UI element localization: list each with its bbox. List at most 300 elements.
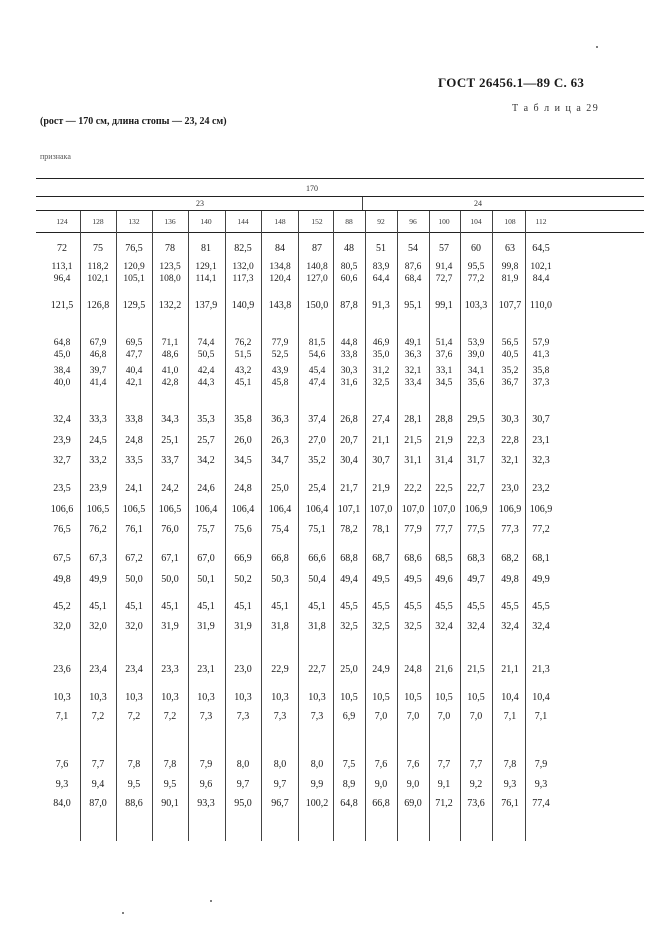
table-cell: 50,0 [125, 574, 143, 585]
table-cell: 6,9 [342, 711, 356, 722]
table-top-rule [36, 178, 644, 179]
table-cell: 10,3 [89, 692, 107, 703]
table-cell: 54,6 [308, 350, 326, 360]
table-cell: 76,1 [501, 798, 519, 809]
table-cell: 71,2 [435, 798, 453, 809]
table-cell: 83,9 [372, 262, 390, 272]
foot-group-divider [362, 197, 363, 210]
table-cell: 77,2 [532, 524, 550, 535]
table-cell: 60,6 [340, 274, 358, 284]
table-cell: 96,7 [271, 798, 289, 809]
table-cell: 45,2 [53, 601, 71, 612]
table-cell: 32,3 [532, 455, 550, 466]
table-cell: 8,0 [236, 759, 250, 770]
table-cell: 7,6 [55, 759, 69, 770]
table-cell: 76,5 [53, 524, 71, 535]
table-cell: 106,5 [86, 504, 110, 515]
table-cell: 37,3 [532, 378, 550, 388]
table-cell: 45,5 [532, 601, 550, 612]
table-cell: 30,7 [372, 455, 390, 466]
height-group-label: 170 [306, 184, 318, 193]
table-cell: 106,5 [122, 504, 146, 515]
table-cell: 49,7 [467, 574, 485, 585]
table-cell: 10,3 [125, 692, 143, 703]
table-cell: 106,9 [464, 504, 488, 515]
foot-group-b-label: 24 [474, 199, 482, 208]
table-cell: 20,7 [340, 435, 358, 446]
table-cell: 30,7 [532, 414, 550, 425]
table-subtitle: (рост — 170 см, длина стопы — 23, 24 см) [40, 116, 227, 127]
table-cell: 44,8 [340, 338, 358, 348]
table-cell: 10,4 [532, 692, 550, 703]
table-cell: 72,7 [435, 274, 453, 284]
table-cell: 10,3 [271, 692, 289, 703]
table-cell: 107,1 [337, 504, 361, 515]
table-cell: 53,9 [467, 338, 485, 348]
table-cell: 76,2 [89, 524, 107, 535]
sign-column-label: признака [40, 152, 71, 161]
table-cell: 106,4 [194, 504, 218, 515]
column-header-rule [36, 232, 644, 233]
table-cell: 33,5 [125, 455, 143, 466]
column-header-104: 104 [470, 217, 482, 226]
table-cell: 113,1 [51, 262, 73, 272]
table-cell: 45,1 [197, 601, 215, 612]
table-cell: 10,3 [161, 692, 179, 703]
table-cell: 7,1 [534, 711, 548, 722]
column-header-132: 132 [128, 217, 140, 226]
table-cell: 9,0 [406, 779, 420, 790]
table-cell: 45,0 [53, 350, 71, 360]
table-cell: 9,4 [91, 779, 105, 790]
table-cell: 23,9 [53, 435, 71, 446]
table-cell: 10,5 [467, 692, 485, 703]
table-cell: 35,0 [372, 350, 390, 360]
table-cell: 75,7 [197, 524, 215, 535]
page-header-standard: ГОСТ 26456.1—89 С. 63 [438, 75, 585, 90]
table-cell: 32,4 [501, 621, 519, 632]
table-cell: 7,2 [163, 711, 177, 722]
table-cell: 107,7 [498, 300, 522, 311]
column-header-140: 140 [200, 217, 212, 226]
table-cell: 106,6 [50, 504, 74, 515]
table-cell: 100,2 [305, 798, 329, 809]
column-header-96: 96 [409, 217, 417, 226]
table-cell: 69,0 [404, 798, 422, 809]
table-cell: 39,7 [89, 366, 107, 376]
foot-group-a-label: 23 [196, 199, 204, 208]
table-cell: 22,7 [467, 483, 485, 494]
table-cell: 22,7 [308, 664, 326, 675]
table-cell: 132,2 [158, 300, 182, 311]
table-cell: 30,4 [340, 455, 358, 466]
table-cell: 7,7 [469, 759, 483, 770]
column-header-124: 124 [56, 217, 68, 226]
table-cell: 33,8 [125, 414, 143, 425]
table-cell: 50,3 [271, 574, 289, 585]
table-cell: 137,9 [194, 300, 218, 311]
table-cell: 110,0 [529, 300, 553, 311]
table-cell: 67,0 [197, 553, 215, 564]
table-cell: 67,2 [125, 553, 143, 564]
table-cell: 73,6 [467, 798, 485, 809]
table-cell: 82,5 [234, 243, 252, 254]
table-cell: 69,5 [125, 338, 143, 348]
table-cell: 31,9 [161, 621, 179, 632]
table-cell: 33,7 [161, 455, 179, 466]
table-cell: 45,5 [467, 601, 485, 612]
table-cell: 143,8 [268, 300, 292, 311]
table-cell: 87 [312, 243, 322, 254]
table-cell: 71,1 [161, 338, 179, 348]
table-cell: 24,8 [125, 435, 143, 446]
table-cell: 30,3 [340, 366, 358, 376]
table-cell: 49,5 [404, 574, 422, 585]
table-cell: 31,6 [340, 378, 358, 388]
table-cell: 81 [201, 243, 211, 254]
table-cell: 45,1 [89, 601, 107, 612]
table-cell: 28,8 [435, 414, 453, 425]
table-cell: 10,3 [197, 692, 215, 703]
table-cell: 81,9 [501, 274, 519, 284]
table-cell: 68,2 [501, 553, 519, 564]
table-cell: 32,7 [53, 455, 71, 466]
column-header-108: 108 [504, 217, 516, 226]
column-header-92: 92 [377, 217, 385, 226]
table-cell: 22,5 [435, 483, 453, 494]
table-cell: 7,6 [374, 759, 388, 770]
table-cell: 63 [505, 243, 515, 254]
table-cell: 23,3 [161, 664, 179, 675]
table-cell: 51,5 [234, 350, 252, 360]
table-cell: 68,3 [467, 553, 485, 564]
table-cell: 7,3 [310, 711, 324, 722]
table-cell: 31,8 [271, 621, 289, 632]
table-cell: 140,9 [231, 300, 255, 311]
table-cell: 50,4 [308, 574, 326, 585]
table-cell: 23,0 [501, 483, 519, 494]
table-cell: 7,9 [199, 759, 213, 770]
table-cell: 49,9 [89, 574, 107, 585]
table-cell: 67,5 [53, 553, 71, 564]
table-cell: 87,0 [89, 798, 107, 809]
table-cell: 7,7 [437, 759, 451, 770]
table-cell: 90,1 [161, 798, 179, 809]
table-cell: 45,5 [404, 601, 422, 612]
table-cell: 32,4 [467, 621, 485, 632]
table-cell: 33,4 [404, 378, 422, 388]
column-header-100: 100 [438, 217, 450, 226]
table-cell: 42,1 [125, 378, 143, 388]
table-cell: 32,4 [435, 621, 453, 632]
table-cell: 24,1 [125, 483, 143, 494]
column-header-152: 152 [311, 217, 323, 226]
table-cell: 45,8 [271, 378, 289, 388]
table-cell: 120,4 [269, 274, 291, 284]
table-cell: 84,4 [532, 274, 550, 284]
table-cell: 21,5 [404, 435, 422, 446]
table-cell: 47,7 [125, 350, 143, 360]
table-cell: 21,5 [467, 664, 485, 675]
table-cell: 75,6 [234, 524, 252, 535]
table-cell: 75,1 [308, 524, 326, 535]
table-cell: 31,1 [404, 455, 422, 466]
table-cell: 57,9 [532, 338, 550, 348]
table-cell: 77,9 [271, 338, 289, 348]
table-cell: 87,6 [404, 262, 422, 272]
table-cell: 117,3 [232, 274, 254, 284]
table-cell: 49,1 [404, 338, 422, 348]
table-cell: 64,8 [340, 798, 358, 809]
table-cell: 25,4 [308, 483, 326, 494]
table-cell: 102,1 [530, 262, 552, 272]
table-cell: 21,1 [501, 664, 519, 675]
table-cell: 32,5 [372, 621, 390, 632]
table-cell: 45,1 [125, 601, 143, 612]
table-cell: 7,1 [55, 711, 69, 722]
table-cell: 114,1 [195, 274, 217, 284]
table-cell: 24,6 [197, 483, 215, 494]
table-cell: 99,1 [435, 300, 453, 311]
table-cell: 7,8 [503, 759, 517, 770]
table-cell: 106,4 [231, 504, 255, 515]
table-cell: 21,1 [372, 435, 390, 446]
table-label: Т а б л и ц а 29 [512, 103, 600, 114]
table-cell: 40,4 [125, 366, 143, 376]
table-cell: 32,5 [340, 621, 358, 632]
table-cell: 106,4 [268, 504, 292, 515]
table-cell: 77,4 [532, 798, 550, 809]
table-cell: 67,9 [89, 338, 107, 348]
table-cell: 64,4 [372, 274, 390, 284]
table-cell: 48,6 [161, 350, 179, 360]
table-cell: 34,5 [435, 378, 453, 388]
table-cell: 45,5 [435, 601, 453, 612]
table-cell: 99,8 [501, 262, 519, 272]
table-cell: 9,3 [55, 779, 69, 790]
table-cell: 91,4 [435, 262, 453, 272]
table-cell: 33,1 [435, 366, 453, 376]
table-cell: 118,2 [87, 262, 109, 272]
table-cell: 9,3 [503, 779, 517, 790]
table-cell: 23,9 [89, 483, 107, 494]
table-cell: 49,4 [340, 574, 358, 585]
table-cell: 107,0 [369, 504, 393, 515]
table-cell: 120,9 [123, 262, 145, 272]
table-cell: 31,8 [308, 621, 326, 632]
table-cell: 107,0 [432, 504, 456, 515]
table-cell: 37,4 [308, 414, 326, 425]
table-cell: 57 [439, 243, 449, 254]
table-cell: 45,5 [501, 601, 519, 612]
table-cell: 35,2 [308, 455, 326, 466]
table-cell: 7,0 [437, 711, 451, 722]
table-cell: 7,3 [273, 711, 287, 722]
table-cell: 78,1 [372, 524, 390, 535]
table-cell: 22,3 [467, 435, 485, 446]
table-cell: 95,1 [404, 300, 422, 311]
table-cell: 21,9 [435, 435, 453, 446]
table-cell: 103,3 [464, 300, 488, 311]
table-cell: 45,5 [340, 601, 358, 612]
table-cell: 22,2 [404, 483, 422, 494]
table-cell: 31,9 [234, 621, 252, 632]
table-cell: 8,0 [273, 759, 287, 770]
table-cell: 77,5 [467, 524, 485, 535]
table-cell: 66,8 [271, 553, 289, 564]
table-cell: 68,5 [435, 553, 453, 564]
table-cell: 132,0 [232, 262, 254, 272]
table-cell: 76,0 [161, 524, 179, 535]
table-cell: 7,9 [534, 759, 548, 770]
table-cell: 45,4 [308, 366, 326, 376]
table-cell: 88,6 [125, 798, 143, 809]
table-cell: 25,1 [161, 435, 179, 446]
table-cell: 52,5 [271, 350, 289, 360]
table-cell: 127,0 [306, 274, 328, 284]
table-cell: 48 [344, 243, 354, 254]
table-cell: 9,5 [127, 779, 141, 790]
table-cell: 66,6 [308, 553, 326, 564]
table-cell: 50,5 [197, 350, 215, 360]
table-cell: 44,3 [197, 378, 215, 388]
table-cell: 7,5 [342, 759, 356, 770]
table-cell: 34,1 [467, 366, 485, 376]
table-cell: 35,6 [467, 378, 485, 388]
table-cell: 78,2 [340, 524, 358, 535]
table-cell: 64,5 [532, 243, 550, 254]
table-cell: 24,8 [234, 483, 252, 494]
foot-group-rule [36, 210, 644, 211]
table-cell: 7,1 [503, 711, 517, 722]
table-cell: 23,5 [53, 483, 71, 494]
table-cell: 10,4 [501, 692, 519, 703]
table-cell: 10,3 [234, 692, 252, 703]
column-header-128: 128 [92, 217, 104, 226]
table-cell: 7,3 [236, 711, 250, 722]
column-header-148: 148 [274, 217, 286, 226]
table-cell: 77,3 [501, 524, 519, 535]
margin-speck [596, 46, 598, 48]
table-cell: 35,8 [234, 414, 252, 425]
table-cell: 68,8 [340, 553, 358, 564]
table-cell: 42,8 [161, 378, 179, 388]
table-cell: 102,1 [87, 274, 109, 284]
table-cell: 8,9 [342, 779, 356, 790]
table-cell: 23,2 [532, 483, 550, 494]
table-cell: 32,5 [372, 378, 390, 388]
table-cell: 34,5 [234, 455, 252, 466]
table-cell: 21,3 [532, 664, 550, 675]
column-header-112: 112 [535, 217, 547, 226]
table-cell: 23,6 [53, 664, 71, 675]
table-cell: 42,4 [197, 366, 215, 376]
table-cell: 35,3 [197, 414, 215, 425]
table-cell: 9,7 [273, 779, 287, 790]
table-cell: 47,4 [308, 378, 326, 388]
margin-speck [122, 912, 124, 914]
column-header-88: 88 [345, 217, 353, 226]
table-cell: 9,7 [236, 779, 250, 790]
table-cell: 25,0 [340, 664, 358, 675]
table-cell: 31,7 [467, 455, 485, 466]
height-group-rule [36, 196, 644, 197]
table-cell: 26,0 [234, 435, 252, 446]
table-cell: 49,8 [53, 574, 71, 585]
table-cell: 22,8 [501, 435, 519, 446]
table-cell: 32,4 [532, 621, 550, 632]
table-cell: 56,5 [501, 338, 519, 348]
table-cell: 24,8 [404, 664, 422, 675]
table-cell: 32,0 [53, 621, 71, 632]
table-cell: 76,5 [125, 243, 143, 254]
table-cell: 45,1 [271, 601, 289, 612]
table-cell: 35,2 [501, 366, 519, 376]
table-cell: 95,0 [234, 798, 252, 809]
table-cell: 50,1 [197, 574, 215, 585]
table-cell: 80,5 [340, 262, 358, 272]
table-cell: 41,0 [161, 366, 179, 376]
table-cell: 9,2 [469, 779, 483, 790]
table-cell: 7,8 [163, 759, 177, 770]
table-cell: 67,1 [161, 553, 179, 564]
margin-speck [210, 900, 212, 902]
table-cell: 7,8 [127, 759, 141, 770]
table-cell: 78 [165, 243, 175, 254]
table-cell: 37,6 [435, 350, 453, 360]
table-cell: 23,1 [532, 435, 550, 446]
table-cell: 7,2 [91, 711, 105, 722]
table-cell: 72 [57, 243, 67, 254]
table-cell: 95,5 [467, 262, 485, 272]
table-cell: 34,7 [271, 455, 289, 466]
table-cell: 23,0 [234, 664, 252, 675]
table-cell: 77,7 [435, 524, 453, 535]
table-cell: 76,1 [125, 524, 143, 535]
table-cell: 9,6 [199, 779, 213, 790]
table-cell: 24,5 [89, 435, 107, 446]
table-cell: 68,4 [404, 274, 422, 284]
table-cell: 64,8 [53, 338, 71, 348]
table-cell: 25,0 [271, 483, 289, 494]
table-cell: 46,9 [372, 338, 390, 348]
table-cell: 30,3 [501, 414, 519, 425]
table-cell: 26,3 [271, 435, 289, 446]
table-cell: 10,5 [404, 692, 422, 703]
table-cell: 150,0 [305, 300, 329, 311]
table-cell: 140,8 [306, 262, 328, 272]
table-cell: 87,8 [340, 300, 358, 311]
table-cell: 49,9 [532, 574, 550, 585]
table-cell: 10,5 [372, 692, 390, 703]
table-cell: 134,8 [269, 262, 291, 272]
table-cell: 41,4 [89, 378, 107, 388]
table-cell: 123,5 [159, 262, 181, 272]
table-cell: 32,0 [89, 621, 107, 632]
table-cell: 32,5 [404, 621, 422, 632]
table-cell: 38,4 [53, 366, 71, 376]
table-cell: 49,5 [372, 574, 390, 585]
table-cell: 35,8 [532, 366, 550, 376]
table-cell: 7,7 [91, 759, 105, 770]
table-cell: 68,7 [372, 553, 390, 564]
table-cell: 39,0 [467, 350, 485, 360]
table-cell: 24,2 [161, 483, 179, 494]
table-cell: 107,0 [401, 504, 425, 515]
column-header-136: 136 [164, 217, 176, 226]
table-cell: 9,9 [310, 779, 324, 790]
table-cell: 36,7 [501, 378, 519, 388]
